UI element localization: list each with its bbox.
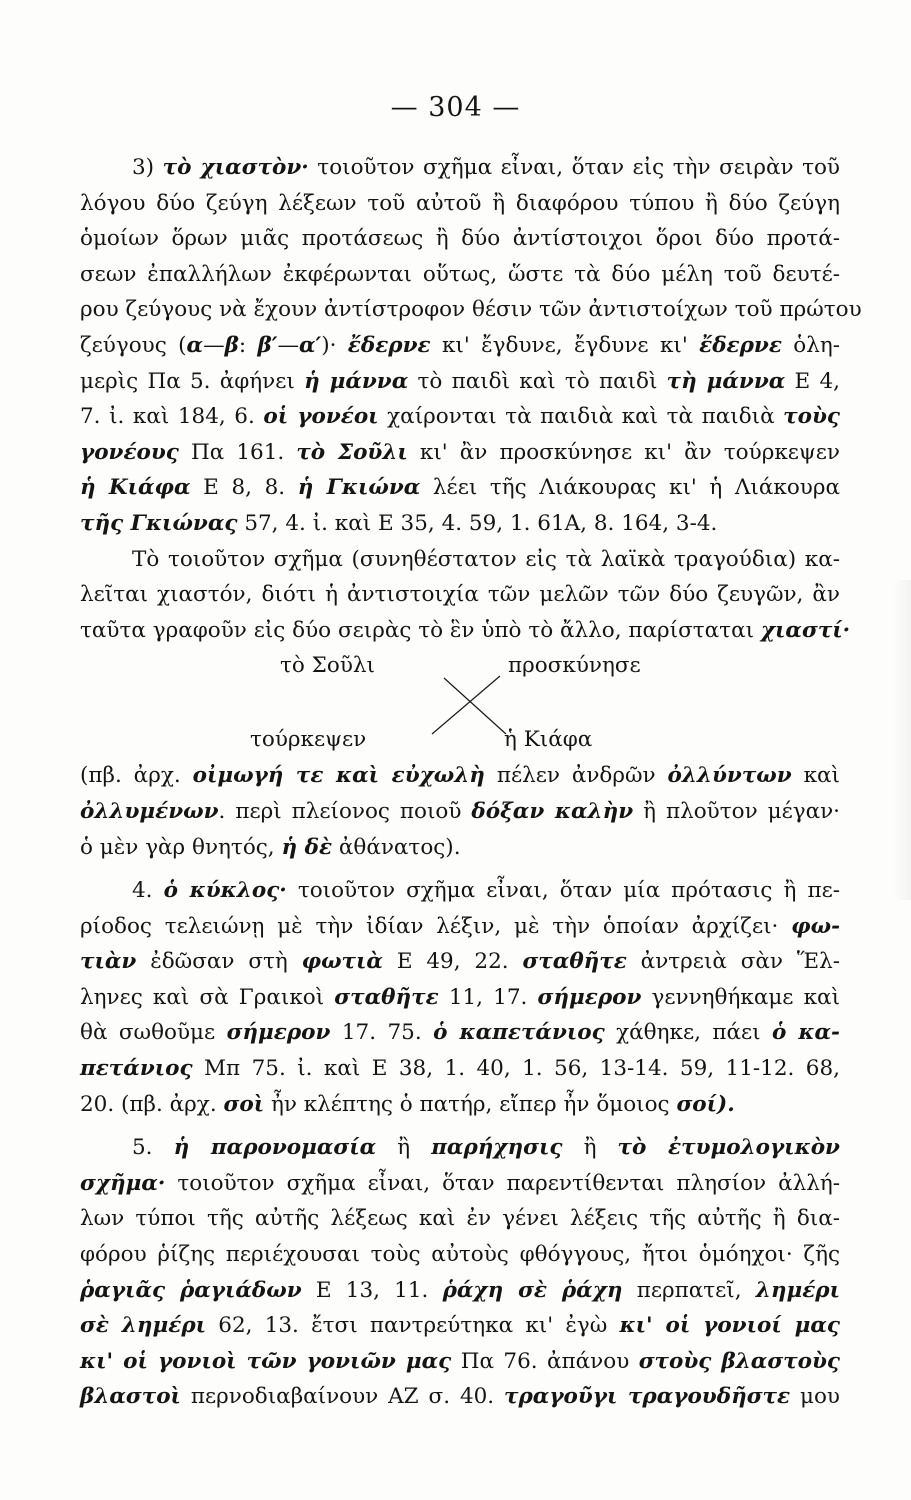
text-line: σεων ἐπαλλήλων ἐκφέρωνται οὕτως, ὥστε τὰ δύο μέλη τοῦ δευτέ- <box>80 261 840 287</box>
text-line: γονέους Πα 161. τὸ Σοῦλι κι' ἂν προσκύνησε κι' ἂν τούρκεψεν <box>80 439 840 465</box>
text-line: (πβ. ἀρχ. οἰμωγή τε καὶ εὐχωλὴ πέλεν ἀνδρῶν ὀλλύντων καὶ <box>80 763 840 789</box>
text-line: λεῖται χιαστόν, διότι ἡ ἀντιστοιχία τῶν μελῶν τῶν δύο ζευγῶν, ἂν <box>80 582 840 608</box>
text-line: κι' οἱ γονιοὶ τῶν γονιῶν μας Πα 76. ἀπάνου στοὺς βλαστοὺς <box>80 1348 840 1374</box>
cross-line-up <box>432 676 500 734</box>
diagram-top-right: προσκύνησε <box>508 653 641 679</box>
page-number: — 304 — <box>390 92 521 123</box>
text-line: ὁμοίων ὅρων μιᾶς προτάσεως ἢ δύο ἀντίστοιχοι ὅροι δύο προτά- <box>80 226 840 252</box>
text-line: 4. ὁ κύκλος· τοιοῦτον σχῆμα εἶναι, ὅταν μία πρότασις ἢ πε- <box>132 878 840 904</box>
main-text <box>80 150 862 1415</box>
diagram-bottom-right: ἡ Κιάφα <box>504 727 593 753</box>
text-line: ζεύγους (α—β: β′—α′)· ἔδερνε κι' ἔγδυνε, ἔγδυνε κι' ἔδερνε ὁλη- <box>80 332 841 358</box>
text-line: ὀλλυμένων. περὶ πλείονος ποιοῦ δόξαν καλὴν ἢ πλοῦτον μέγαν· <box>80 798 840 824</box>
text-line: ὁ μὲν γὰρ θνητός, ἡ δὲ ἀθάνατος). <box>80 834 461 860</box>
text-line: 5. ἡ παρονομασία ἢ παρήχησις ἢ τὸ ἐτυμολογικὸν <box>132 1135 840 1161</box>
text-line: θὰ σωθοῦμε σήμερον 17. 75. ὁ καπετάνιος χάθηκε, πάει ὁ κα- <box>80 1020 840 1046</box>
text-line: 3) τὸ χιαστὸν· τοιοῦτον σχῆμα εἶναι, ὅταν εἰς τὴν σειρὰν τοῦ <box>132 155 840 180</box>
text-line: φόρου ῥίζης περιέχουσαι τοὺς αὐτοὺς φθόγγους, ἤτοι ὁμόηχοι· ζῆς <box>80 1242 840 1268</box>
paragraph-paronomasia <box>80 1130 840 1415</box>
text-line: λων τύποι τῆς αὐτῆς λέξεως καὶ ἐν γένει λέξεις τῆς αὐτῆς ἢ δια- <box>80 1206 840 1232</box>
text-line: μερὶς Πα 5. ἀφήνει ἡ μάννα τὸ παιδὶ καὶ τὸ παιδὶ τὴ μάννα Ε 4, <box>80 368 840 394</box>
text-line: 20. (πβ. ἀρχ. σοὶ ἦν κλέπτης ὁ πατήρ, εἴπερ ἦν ὅμοιος σοί). <box>80 1091 735 1117</box>
cross-line-down <box>444 678 506 734</box>
text-line: ἡ Κιάφα Ε 8, 8. ἡ Γκιώνα λέει τῆς Λιάκουρας κι' ἡ Λιάκουρα <box>80 475 840 501</box>
text-line: σχῆμα· τοιοῦτον σχῆμα εἶναι, ὅταν παρεντίθενται πλησίον ἀλλή- <box>80 1170 840 1196</box>
text-line: πετάνιος Μπ 75. ἰ. καὶ Ε 38, 1. 40, 1. 56, 13-14. 59, 11-12. 68, <box>80 1056 840 1082</box>
diagram-top-left: τὸ Σοῦλι <box>280 653 375 679</box>
text-line: λόγου δύο ζεύγη λέξεων τοῦ αὐτοῦ ἢ διαφόρου τύπου ἢ δύο ζεύγη <box>80 190 840 216</box>
page-edge-shadow <box>893 580 911 900</box>
text-line: τιὰν ἐδῶσαν στὴ φωτιὰ Ε 49, 22. σταθῆτε ἀντρειὰ σὰν Ἕλ- <box>80 949 840 975</box>
text-line: σὲ λημέρι 62, 13. ἔτσι παντρεύτηκα κι' ἐγὼ κι' οἱ γονιοί μας <box>80 1313 840 1339</box>
diagram-bottom-left: τούρκεψεν <box>250 727 367 753</box>
chiasm-diagram <box>80 648 840 758</box>
text-line: Τὸ τοιοῦτον σχῆμα (συνηθέστατον εἰς τὰ λαϊκὰ τραγούδια) κα- <box>132 546 840 572</box>
text-line: ρου ζεύγους νὰ ἔχουν ἀντίστροφον θέσιν τῶν ἀντιστοίχων τοῦ πρώτου <box>80 297 862 323</box>
text-line: ληνες καὶ σὰ Γραικοὶ σταθῆτε 11, 17. σήμερον γεννηθήκαμε καὶ <box>80 984 840 1010</box>
text-line: ῥαγιᾶς ῥαγιάδων Ε 13, 11. ῥάχη σὲ ῥάχη περπατεῖ, λημέρι <box>80 1277 840 1303</box>
paragraph-ancient-comparison <box>80 758 840 865</box>
text-line: ταῦτα γραφοῦν εἰς δύο σειρὰς τὸ ἓν ὑπὸ τὸ ἄλλο, παρίσταται χιαστί· <box>80 617 851 643</box>
paragraph-chiasm <box>80 150 862 542</box>
paragraph-explanation <box>80 542 851 649</box>
text-line: τῆς Γκιώνας 57, 4. ἰ. καὶ Ε 35, 4. 59, 1. 61Α, 8. 164, 3-4. <box>80 510 718 536</box>
paragraph-circle <box>80 873 840 1122</box>
text-line: 7. ἰ. καὶ 184, 6. οἱ γονέοι χαίρονται τὰ παιδιὰ καὶ τὰ παιδιὰ τοὺς <box>80 404 840 430</box>
chiasm-cross-lines <box>80 648 840 758</box>
text-line: ρίοδος τελειώνῃ μὲ τὴν ἰδίαν λέξιν, μὲ τὴν ὁποίαν ἀρχίζει· φω- <box>80 913 840 939</box>
text-line: βλαστοὶ περνοδιαβαίνουν ΑΖ σ. 40. τραγοῦγι τραγουδῆστε μου <box>80 1384 840 1410</box>
